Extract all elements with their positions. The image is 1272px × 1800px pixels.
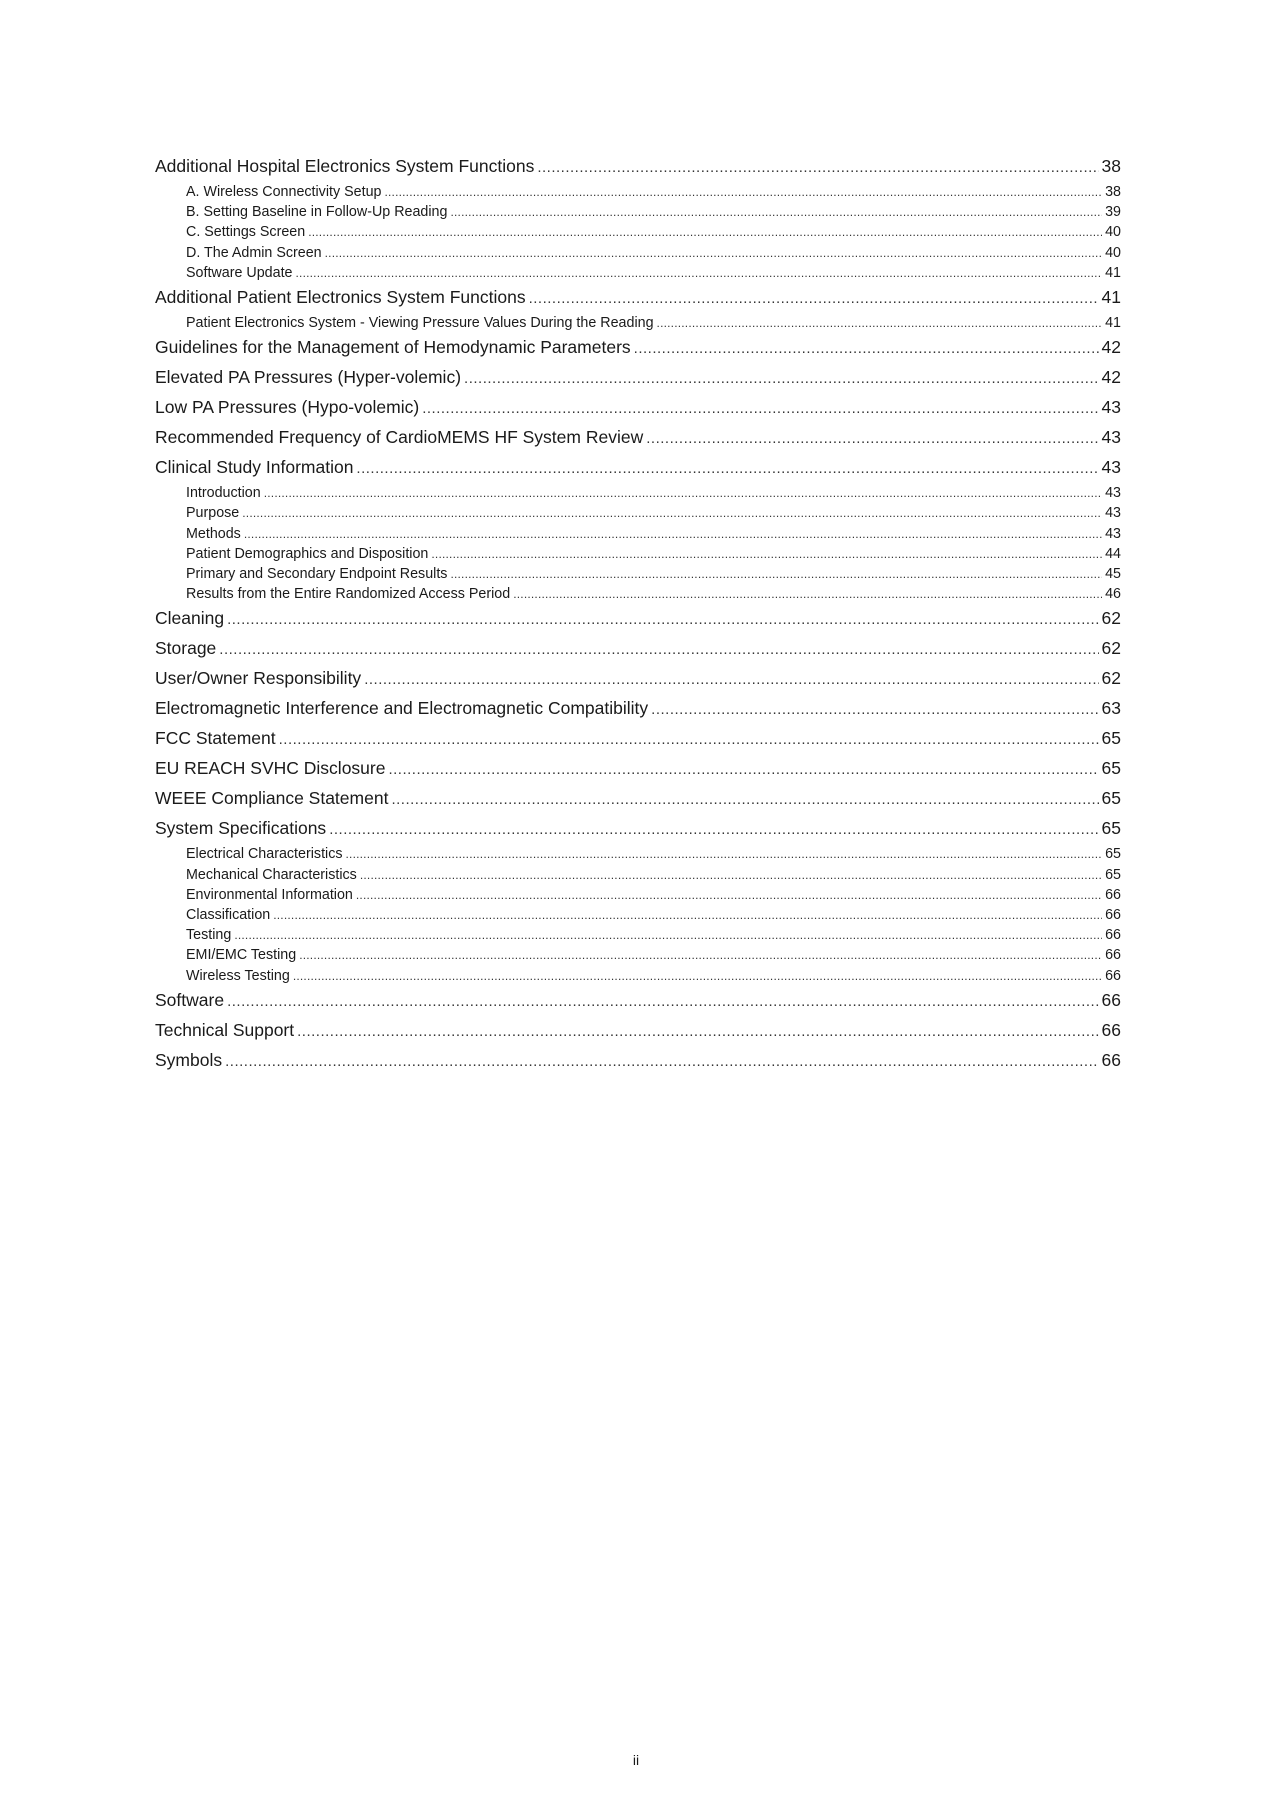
toc-subentry[interactable] bbox=[155, 885, 1121, 905]
toc-subentry[interactable] bbox=[155, 945, 1121, 965]
toc-subentry-page: 40 bbox=[1105, 224, 1121, 241]
toc-leader bbox=[529, 284, 1099, 313]
toc-subentry-page: 43 bbox=[1105, 505, 1121, 522]
toc-subentry[interactable] bbox=[155, 544, 1121, 564]
toc-entry-title: Cleaning bbox=[155, 608, 225, 629]
toc-subentry-title: C. Settings Screen bbox=[186, 224, 306, 241]
toc-subentry-title: Classification bbox=[186, 907, 271, 924]
toc-leader bbox=[293, 966, 1102, 986]
toc-entry[interactable] bbox=[155, 453, 1121, 483]
toc-subentry[interactable] bbox=[155, 503, 1121, 523]
table-of-contents bbox=[155, 152, 1121, 1076]
toc-entry[interactable] bbox=[155, 1046, 1121, 1076]
toc-subentry-page: 44 bbox=[1105, 545, 1121, 562]
toc-subentry[interactable] bbox=[155, 263, 1121, 283]
toc-leader bbox=[299, 945, 1102, 965]
toc-entry[interactable] bbox=[155, 604, 1121, 634]
toc-entry[interactable] bbox=[155, 784, 1121, 814]
toc-leader bbox=[297, 1017, 1098, 1046]
toc-subentry-page: 46 bbox=[1105, 586, 1121, 603]
toc-entry-title: Guidelines for the Management of Hemodynamic Parameters bbox=[155, 337, 631, 358]
toc-entry-title: Additional Patient Electronics System Functions bbox=[155, 287, 526, 308]
toc-subentry-title: Electrical Characteristics bbox=[186, 846, 343, 863]
toc-leader bbox=[364, 665, 1098, 694]
toc-leader bbox=[242, 503, 1102, 523]
toc-subentry-page: 66 bbox=[1105, 907, 1121, 924]
toc-entry-title: Recommended Frequency of CardioMEMS HF System Review bbox=[155, 427, 644, 448]
toc-entry[interactable] bbox=[155, 664, 1121, 694]
toc-leader bbox=[537, 153, 1098, 182]
toc-subentry-page: 66 bbox=[1105, 947, 1121, 964]
toc-subentry-page: 65 bbox=[1105, 846, 1121, 863]
toc-leader bbox=[651, 695, 1098, 724]
toc-entry[interactable] bbox=[155, 1016, 1121, 1046]
toc-entry-title: WEEE Compliance Statement bbox=[155, 788, 389, 809]
toc-entry-page: 38 bbox=[1101, 156, 1121, 176]
toc-subentry[interactable] bbox=[155, 865, 1121, 885]
toc-subentry-title: A. Wireless Connectivity Setup bbox=[186, 184, 382, 200]
toc-entry[interactable] bbox=[155, 363, 1121, 393]
toc-entry-page: 43 bbox=[1101, 457, 1121, 478]
toc-leader bbox=[264, 483, 1102, 503]
toc-entry-page: 65 bbox=[1101, 818, 1121, 839]
toc-leader bbox=[296, 263, 1103, 283]
toc-entry[interactable] bbox=[155, 986, 1121, 1016]
toc-leader bbox=[329, 815, 1098, 844]
toc-entry-page: 66 bbox=[1101, 1049, 1121, 1070]
toc-subentry-title: B. Setting Baseline in Follow-Up Reading bbox=[186, 204, 448, 221]
toc-entry-title: Electromagnetic Interference and Electromagnetic Compatibility bbox=[155, 698, 649, 719]
toc-entry-title: User/Owner Responsibility bbox=[155, 668, 362, 689]
toc-entry-title: FCC Statement bbox=[155, 728, 276, 749]
toc-subentry-title: Primary and Secondary Endpoint Results bbox=[186, 566, 448, 583]
toc-subentry-page: 41 bbox=[1105, 264, 1121, 281]
toc-entry-title: EU REACH SVHC Disclosure bbox=[155, 758, 386, 779]
toc-subentry-page: 45 bbox=[1105, 566, 1121, 583]
toc-leader bbox=[657, 313, 1103, 333]
toc-subentry-page: 41 bbox=[1105, 315, 1121, 332]
toc-subentry[interactable] bbox=[155, 243, 1121, 263]
toc-entry-page: 42 bbox=[1101, 337, 1121, 358]
toc-entry[interactable] bbox=[155, 814, 1121, 844]
page-number: ii bbox=[632, 1752, 640, 1768]
toc-entry-title: System Specifications bbox=[155, 818, 327, 839]
toc-leader bbox=[356, 454, 1098, 483]
toc-entry-title: Additional Hospital Electronics System Functions bbox=[155, 156, 535, 176]
toc-leader bbox=[450, 564, 1102, 584]
toc-entry-page: 66 bbox=[1101, 1019, 1121, 1040]
toc-entry-page: 63 bbox=[1101, 698, 1121, 719]
toc-leader bbox=[513, 584, 1102, 604]
toc-subentry-title: Testing bbox=[186, 927, 232, 944]
toc-subentry-title: Mechanical Characteristics bbox=[186, 866, 357, 883]
toc-subentry[interactable] bbox=[155, 483, 1121, 503]
toc-entry-page: 43 bbox=[1101, 427, 1121, 448]
toc-leader bbox=[308, 222, 1102, 242]
toc-subentry[interactable] bbox=[155, 313, 1121, 333]
toc-leader bbox=[273, 905, 1102, 925]
toc-entry[interactable] bbox=[155, 333, 1121, 363]
toc-subentry-page: 65 bbox=[1105, 866, 1121, 883]
toc-subentry[interactable] bbox=[155, 222, 1121, 242]
toc-entry-title: Clinical Study Information bbox=[155, 457, 354, 478]
toc-subentry-title: Patient Electronics System - Viewing Pressure Values During the Reading bbox=[186, 315, 654, 332]
toc-subentry-page: 43 bbox=[1105, 485, 1121, 502]
toc-entry[interactable] bbox=[155, 152, 1121, 182]
toc-entry[interactable] bbox=[155, 283, 1121, 313]
toc-subentry-title: Introduction bbox=[186, 485, 261, 502]
toc-entry-title: Symbols bbox=[155, 1049, 223, 1070]
toc-subentry-title: Results from the Entire Randomized Access Period bbox=[186, 586, 511, 603]
toc-leader bbox=[422, 394, 1098, 423]
toc-leader bbox=[225, 1047, 1098, 1076]
toc-entry[interactable] bbox=[155, 754, 1121, 784]
toc-leader bbox=[234, 925, 1102, 945]
toc-subentry[interactable] bbox=[155, 584, 1121, 604]
toc-subentry-page: 66 bbox=[1105, 886, 1121, 903]
toc-entry-page: 62 bbox=[1101, 638, 1121, 659]
toc-entry-page: 43 bbox=[1101, 397, 1121, 418]
toc-subentry[interactable] bbox=[155, 966, 1121, 986]
toc-entry-page: 66 bbox=[1101, 989, 1121, 1010]
toc-leader bbox=[384, 182, 1102, 202]
toc-subentry-title: Environmental Information bbox=[186, 886, 353, 903]
toc-subentry-page: 43 bbox=[1105, 525, 1121, 542]
toc-entry-page: 41 bbox=[1101, 287, 1121, 308]
toc-subentry[interactable] bbox=[155, 925, 1121, 945]
toc-subentry-title: D. The Admin Screen bbox=[186, 244, 322, 261]
toc-entry[interactable] bbox=[155, 634, 1121, 664]
toc-subentry[interactable] bbox=[155, 524, 1121, 544]
toc-entry[interactable] bbox=[155, 724, 1121, 754]
toc-subentry-page: 66 bbox=[1105, 927, 1121, 944]
toc-leader bbox=[219, 635, 1098, 664]
toc-leader bbox=[464, 364, 1099, 393]
toc-entry-page: 42 bbox=[1101, 367, 1121, 388]
toc-entry[interactable] bbox=[155, 423, 1121, 453]
toc-entry-page: 62 bbox=[1101, 608, 1121, 629]
toc-subentry-page: 38 bbox=[1105, 184, 1121, 200]
toc-subentry-title: Software Update bbox=[186, 264, 293, 281]
toc-entry-title: Low PA Pressures (Hypo-volemic) bbox=[155, 397, 420, 418]
toc-entry-page: 65 bbox=[1101, 728, 1121, 749]
toc-subentry-page: 40 bbox=[1105, 244, 1121, 261]
toc-subentry-title: Purpose bbox=[186, 505, 240, 522]
toc-subentry[interactable] bbox=[155, 202, 1121, 222]
toc-leader bbox=[360, 865, 1102, 885]
toc-entry-page: 65 bbox=[1101, 758, 1121, 779]
toc-entry[interactable] bbox=[155, 694, 1121, 724]
toc-entry-title: Technical Support bbox=[155, 1019, 295, 1040]
toc-leader bbox=[431, 544, 1102, 564]
toc-leader bbox=[450, 202, 1102, 222]
toc-leader bbox=[227, 605, 1098, 634]
toc-subentry-title: Wireless Testing bbox=[186, 967, 290, 984]
toc-subentry[interactable] bbox=[155, 905, 1121, 925]
toc-leader bbox=[244, 524, 1102, 544]
toc-entry-page: 62 bbox=[1101, 668, 1121, 689]
toc-leader bbox=[356, 885, 1102, 905]
toc-subentry[interactable] bbox=[155, 564, 1121, 584]
toc-leader bbox=[227, 987, 1098, 1016]
toc-subentry-page: 66 bbox=[1105, 967, 1121, 984]
toc-leader bbox=[325, 243, 1102, 263]
toc-leader bbox=[646, 424, 1098, 453]
toc-leader bbox=[388, 755, 1098, 784]
toc-entry-title: Storage bbox=[155, 638, 217, 659]
toc-leader bbox=[634, 334, 1099, 363]
toc-entry[interactable] bbox=[155, 393, 1121, 423]
toc-subentry-title: EMI/EMC Testing bbox=[186, 947, 297, 964]
toc-leader bbox=[391, 785, 1098, 814]
toc-subentry-page: 39 bbox=[1105, 204, 1121, 221]
toc-subentry-title: Methods bbox=[186, 525, 241, 542]
toc-entry-page: 65 bbox=[1101, 788, 1121, 809]
toc-leader bbox=[346, 844, 1103, 864]
toc-entry-title: Elevated PA Pressures (Hyper-volemic) bbox=[155, 367, 462, 388]
toc-subentry[interactable] bbox=[155, 182, 1121, 202]
toc-leader bbox=[279, 725, 1099, 754]
toc-subentry[interactable] bbox=[155, 844, 1121, 864]
toc-entry-title: Software bbox=[155, 989, 225, 1010]
toc-subentry-title: Patient Demographics and Disposition bbox=[186, 545, 429, 562]
